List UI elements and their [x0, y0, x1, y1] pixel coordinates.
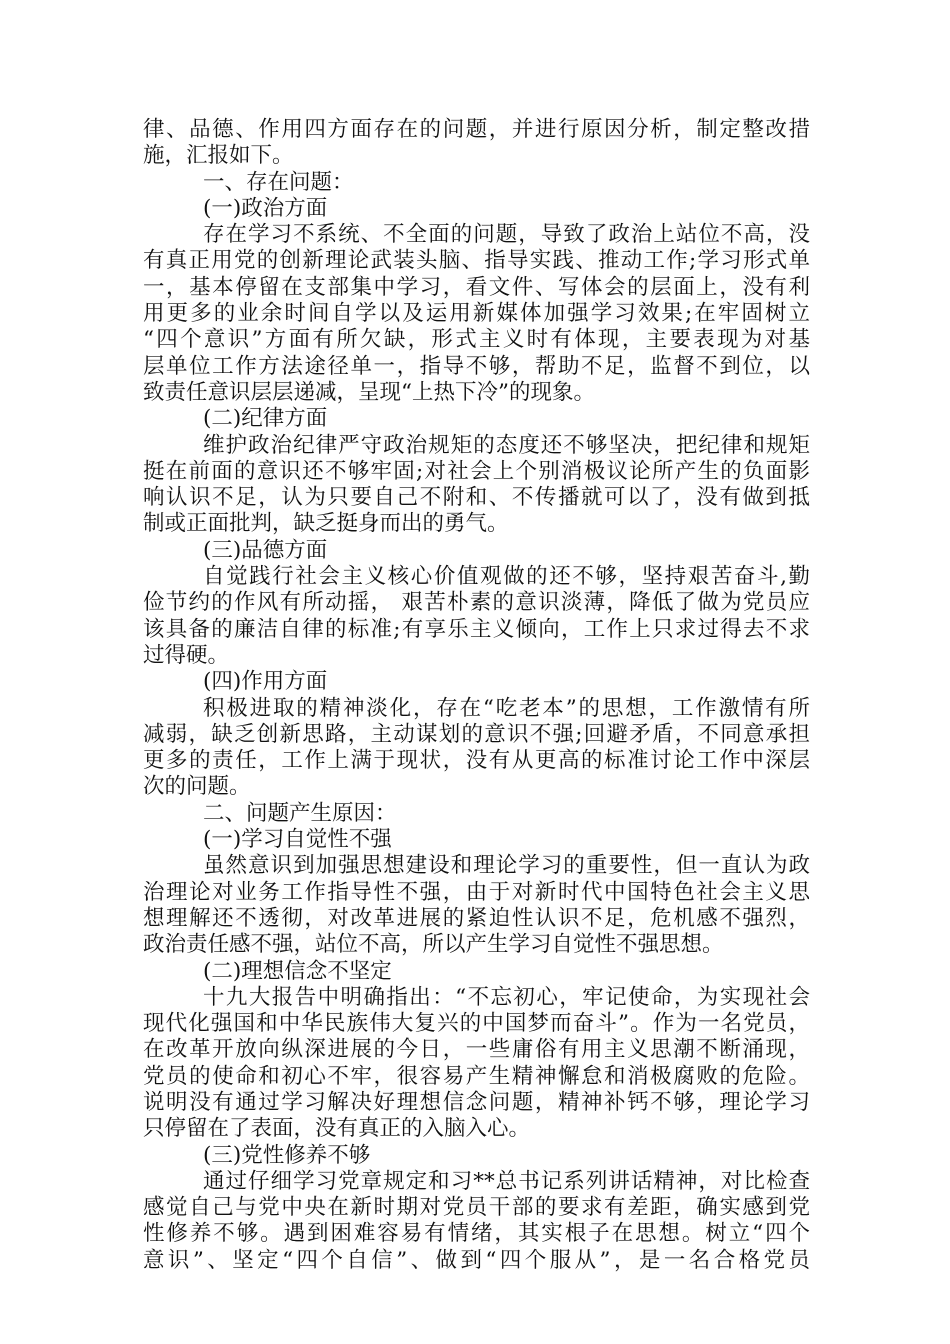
- text-line: 想理解还不透彻，对改革进展的紧迫性认识不足，危机感不强烈，: [143, 905, 810, 931]
- text-line: 有真正用党的创新理论武装头脑、指导实践、推动工作;学习形式单: [143, 248, 810, 274]
- text-line: 致责任意识层层递减，呈现“上热下冷”的现象。: [143, 379, 595, 405]
- text-line: 感觉自己与党中央在新时期对党员干部的要求有差距，确实感到党: [143, 1195, 810, 1221]
- text-line: 说明没有通过学习解决好理想信念问题，精神补钙不够，理论学习: [143, 1089, 810, 1115]
- text-line: 挺在前面的意识还不够牢固;对社会上个别消极议论所产生的负面影: [143, 458, 810, 484]
- text-line: (三)品德方面: [203, 537, 328, 563]
- text-line: 制或正面批判，缺乏挺身而出的勇气。: [143, 511, 509, 537]
- text-line: (三)党性修养不够: [203, 1142, 371, 1168]
- text-line: 层单位工作方法途径单一，指导不够，帮助不足，监督不到位，以: [143, 353, 810, 379]
- text-line: 存在学习不系统、不全面的问题，导致了政治上站位不高，没: [203, 222, 810, 248]
- text-line: 次的问题。: [143, 774, 251, 800]
- text-line: (二)理想信念不坚定: [203, 958, 392, 984]
- text-line: (一)政治方面: [203, 195, 328, 221]
- text-line: “四个意识”方面有所欠缺，形式主义时有体现，主要表现为对基: [143, 327, 810, 353]
- text-line: 一、存在问题：: [203, 169, 354, 195]
- text-line: 只停留在了表面，没有真正的入脑入心。: [143, 1116, 531, 1142]
- text-line: 党员的使命和初心不牢，很容易产生精神懈怠和消极腐败的危险。: [143, 1063, 810, 1089]
- text-line: 过得硬。: [143, 642, 230, 668]
- text-line: 十九大报告中明确指出：“不忘初心，牢记使命，为实现社会: [203, 984, 810, 1010]
- text-line: 该具备的廉洁自律的标准;有享乐主义倾向，工作上只求过得去不求: [143, 616, 810, 642]
- text-line: 响认识不足，认为只要自己不附和、不传播就可以了，没有做到抵: [143, 485, 810, 511]
- text-line: 现代化强国和中华民族伟大复兴的中国梦而奋斗”。作为一名党员，: [143, 1011, 810, 1037]
- text-line: 政治责任感不强，站位不高，所以产生学习自觉性不强思想。: [143, 932, 724, 958]
- text-line: (一)学习自觉性不强: [203, 827, 392, 853]
- text-line: 积极进取的精神淡化，存在“吃老本”的思想，工作激情有所: [203, 695, 810, 721]
- text-line: (二)纪律方面: [203, 406, 328, 432]
- document-body: [143, 117, 810, 1274]
- text-line: 虽然意识到加强思想建设和理论学习的重要性，但一直认为政: [203, 853, 810, 879]
- text-line: 减弱，缺乏创新思路，主动谋划的意识不强;回避矛盾，不同意承担: [143, 721, 810, 747]
- text-line: 意识”、坚定“四个自信”、做到“四个服从”，是一名合格党员: [143, 1247, 810, 1273]
- text-line: 用更多的业余时间自学以及运用新媒体加强学习效果;在牢固树立: [143, 301, 810, 327]
- text-line: 二、问题产生原因：: [203, 800, 397, 826]
- text-line: (四)作用方面: [203, 669, 328, 695]
- text-line: 通过仔细学习党章规定和习**总书记系列讲话精神，对比检查: [203, 1168, 810, 1194]
- text-line: 性修养不够。遇到困难容易有情绪，其实根子在思想。树立“四个: [143, 1221, 810, 1247]
- text-line: 俭节约的作风有所动摇， 艰苦朴素的意识淡薄，降低了做为党员应: [143, 590, 810, 616]
- text-line: 律、品德、作用四方面存在的问题，并进行原因分析，制定整改措: [143, 117, 810, 142]
- text-line: 更多的责任，工作上满于现状，没有从更高的标准讨论工作中深层: [143, 748, 810, 774]
- text-line: 在改革开放向纵深进展的今日，一些庸俗有用主义思潮不断涌现，: [143, 1037, 810, 1063]
- text-line: 治理论对业务工作指导性不强，由于对新时代中国特色社会主义思: [143, 879, 810, 905]
- text-line: 自觉践行社会主义核心价值观做的还不够，坚持艰苦奋斗,勤: [203, 564, 810, 590]
- text-line: 一，基本停留在支部集中学习，看文件、写体会的层面上，没有利: [143, 274, 810, 300]
- text-line: 维护政治纪律严守政治规矩的态度还不够坚决，把纪律和规矩: [203, 432, 810, 458]
- text-line: 施，汇报如下。: [143, 143, 294, 169]
